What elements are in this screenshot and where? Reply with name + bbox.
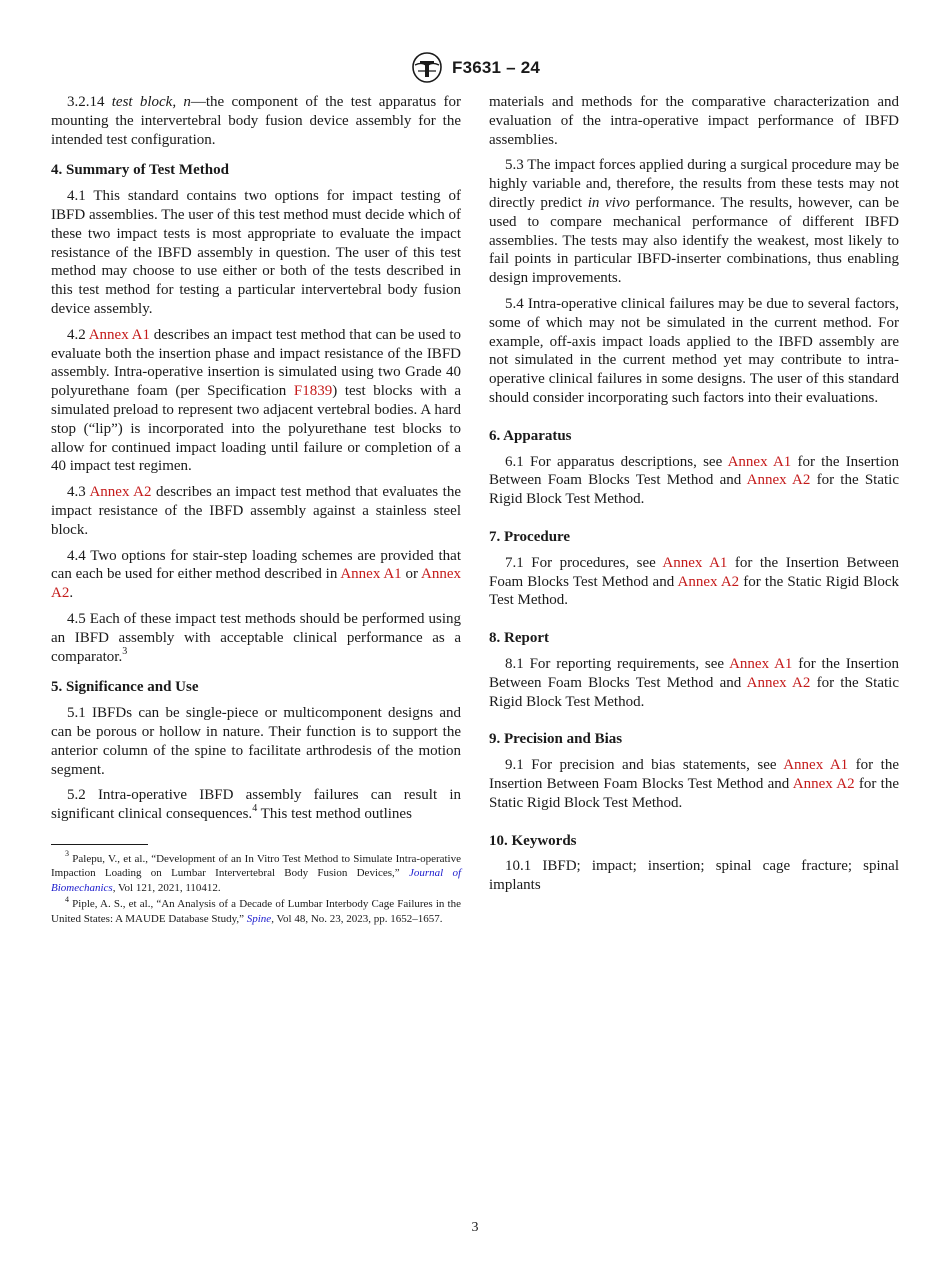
footnote-4 [51, 894, 461, 926]
f1839-link[interactable]: F1839 [293, 383, 333, 400]
paragraph-9-1 [489, 756, 899, 812]
paragraph-5-2 [51, 786, 461, 824]
text-run: for the Insertion Between Foam Blocks Test Method and [489, 655, 900, 691]
text-run: for the Static Rigid Block Test Method. [489, 674, 899, 710]
footnote-3 [51, 849, 461, 896]
annex-a1-link[interactable]: Annex A1 [662, 554, 728, 571]
section-4-heading: 4. Summary of Test Method [51, 162, 229, 179]
paragraph-4-4 [51, 547, 461, 603]
paragraph-8-1 [489, 655, 899, 711]
footnote-ref-4[interactable]: 4 [252, 803, 258, 815]
annex-a2-link[interactable]: Annex A2 [746, 472, 811, 489]
paragraph-4-1: 4.1 This standard contains two options for impact testing of IBFD assemblies. The user of this test method must decide which of these two impact tests is most appropriate to evaluate the impact resistance of the IBFD assembly in question. The user of this test method may choose to use either or both of the tests described in this test method for testing a particular intervertebral body fusion device assembly. [51, 188, 461, 317]
text-run: ) test blocks with a simulated preload to represent two adjacent vertebral bodies. A hard stop (“lip”) is incorporated into the polyurethane test blocks to allow for continued impact loading until failure or completion of a 40 impact test regimen. [51, 383, 461, 475]
text-run: Palepu, V., et al., “Development of an In Vitro Test Method to Simulate Intra-operative Impaction Loading on Lumbar Intervertebral Body Fusion Devices,” [51, 852, 461, 880]
paragraph-5-4: 5.4 Intra-operative clinical failures may be due to several factors, some of which may not be simulated in the current method. For example, off-axis impact loads applied to the IBFD assembly are not simulated in the current method yet may contribute to intra-operative clinical failures in some designs. The user of this standard should consider incorporating such factors into their evaluations. [489, 295, 899, 406]
right-column [489, 93, 899, 902]
annex-a2-link[interactable]: Annex A2 [792, 775, 855, 792]
section-8-heading: 8. Report [489, 630, 549, 647]
text-run: 5.3 The impact forces applied during a surgical procedure may be highly variable and, therefore, the results from these tests may not directly predict [489, 157, 899, 211]
annex-a1-link[interactable]: Annex A1 [340, 566, 402, 583]
paragraph-4-2 [51, 326, 461, 476]
text-run: 4.4 Two options for stair-step loading schemes are provided that can each be used for either method described in [51, 547, 461, 583]
defined-term: test block, n [111, 94, 191, 110]
page-number: 3 [471, 1220, 479, 1235]
text-run: 8.1 For reporting requirements, see [505, 655, 730, 672]
text-run: This test method outlines [257, 806, 412, 823]
text-run: , Vol 48, No. 23, 2023, pp. 1652–1657. [271, 912, 443, 925]
text-run: . [69, 585, 74, 602]
clause-number: 4.2 [67, 326, 86, 343]
paragraph-6-1 [489, 453, 899, 509]
footnote-ref-3[interactable]: 3 [122, 645, 128, 657]
text-run: 6.1 For apparatus descriptions, see [505, 453, 728, 470]
italic-text: in vivo [587, 194, 630, 211]
left-column [51, 93, 461, 928]
text-run: Piple, A. S., et al., “An Analysis of a Decade of Lumbar Interbody Cage Failures in the United States: A MAUDE Database Study,” [51, 898, 461, 925]
annex-a1-link[interactable]: Annex A1 [729, 655, 793, 672]
paragraph-5-2-continued: materials and methods for the comparative characterization and evaluation of the intra-operative impact performance of IBFD assemblies. [489, 94, 899, 148]
text-run: 4.5 Each of these impact test methods should be performed using an IBFD assembly with acceptable clinical performance as a comparator. [51, 610, 461, 665]
paragraph-5-3 [489, 156, 899, 288]
clause-number: 4.3 [67, 484, 86, 501]
footnote-marker: 3 [65, 849, 69, 859]
text-run: describes an impact test method that can be used to evaluate both the insertion phase and impact resistance of the IBFD assembly. Intra-operative insertion is simulated using two Grade 40 polyurethane foam (per Specification [51, 326, 461, 400]
paragraph-4-5 [51, 610, 461, 666]
paragraph-5-1: 5.1 IBFDs can be single-piece or multicomponent designs and can be porous or hollow in nature. Their function is to support the anterior column of the spine to facilitate arthrodesis of the motion segment. [51, 705, 461, 778]
paragraph-3-2-14 [51, 93, 461, 149]
annex-a2-link[interactable]: Annex A2 [89, 484, 152, 501]
footnote-divider [51, 844, 148, 845]
text-run: 9.1 For precision and bias statements, see [505, 757, 784, 774]
section-10-heading: 10. Keywords [489, 832, 577, 849]
footnote-marker: 4 [65, 894, 69, 904]
section-9-heading: 9. Precision and Bias [489, 731, 623, 748]
astm-logo-icon [410, 52, 444, 84]
text-run: for the Static Rigid Block Test Method. [489, 573, 899, 609]
text-run: for the Insertion Between Foam Blocks Test Method and [489, 554, 899, 590]
text-run: for the Static Rigid Block Test Method. [489, 775, 899, 811]
text-run: 7.1 For procedures, see [505, 554, 663, 571]
text-run: performance. The results, however, can be used to compare mechanical performance of different IBFD assemblies. The tests may also identify the weakest, most likely to fail points in particular IBFD-inserter combinations, thus enabling design improvements. [489, 194, 900, 287]
definition-text: —the component of the test apparatus for mounting the intervertebral body fusion device assembly for the intended test configuration. [51, 94, 462, 148]
text-run: or [401, 566, 421, 583]
section-7-heading: 7. Procedure [489, 528, 571, 545]
annex-a2-link[interactable]: Annex A2 [746, 674, 811, 691]
page-header [0, 50, 950, 86]
annex-a1-link[interactable]: Annex A1 [727, 453, 792, 470]
annex-a2-link[interactable]: Annex A2 [51, 566, 461, 602]
paragraph-10-1: 10.1 IBFD; impact; insertion; spinal cage fracture; spinal implants [489, 858, 899, 894]
annex-a2-link[interactable]: Annex A2 [677, 573, 740, 590]
text-run: for the Static Rigid Block Test Method. [489, 472, 899, 508]
text-run: for the Insertion Between Foam Blocks Test Method and [489, 453, 900, 489]
text-run: describes an impact test method that evaluates the impact resistance of the IBFD assembly against a stainless steel block. [51, 484, 461, 538]
text-run: 5.2 Intra-operative IBFD assembly failures can result in significant clinical consequences. [51, 787, 461, 823]
section-5-heading: 5. Significance and Use [51, 679, 199, 696]
annex-a1-link[interactable]: Annex A1 [88, 326, 150, 343]
journal-link[interactable]: Spine [246, 912, 272, 925]
standard-designation: F3631 – 24 [451, 58, 540, 77]
annex-a1-link[interactable]: Annex A1 [783, 757, 849, 774]
section-6-heading: 6. Apparatus [489, 427, 572, 444]
paragraph-7-1 [489, 554, 899, 610]
text-run: for the Insertion Between Foam Blocks Test Method and [489, 757, 899, 792]
text-run: , Vol 121, 2021, 110412. [112, 881, 221, 894]
journal-link[interactable]: Journal of Biomechanics [51, 867, 461, 894]
clause-number: 3.2.14 [67, 94, 105, 110]
paragraph-4-3 [51, 483, 461, 539]
